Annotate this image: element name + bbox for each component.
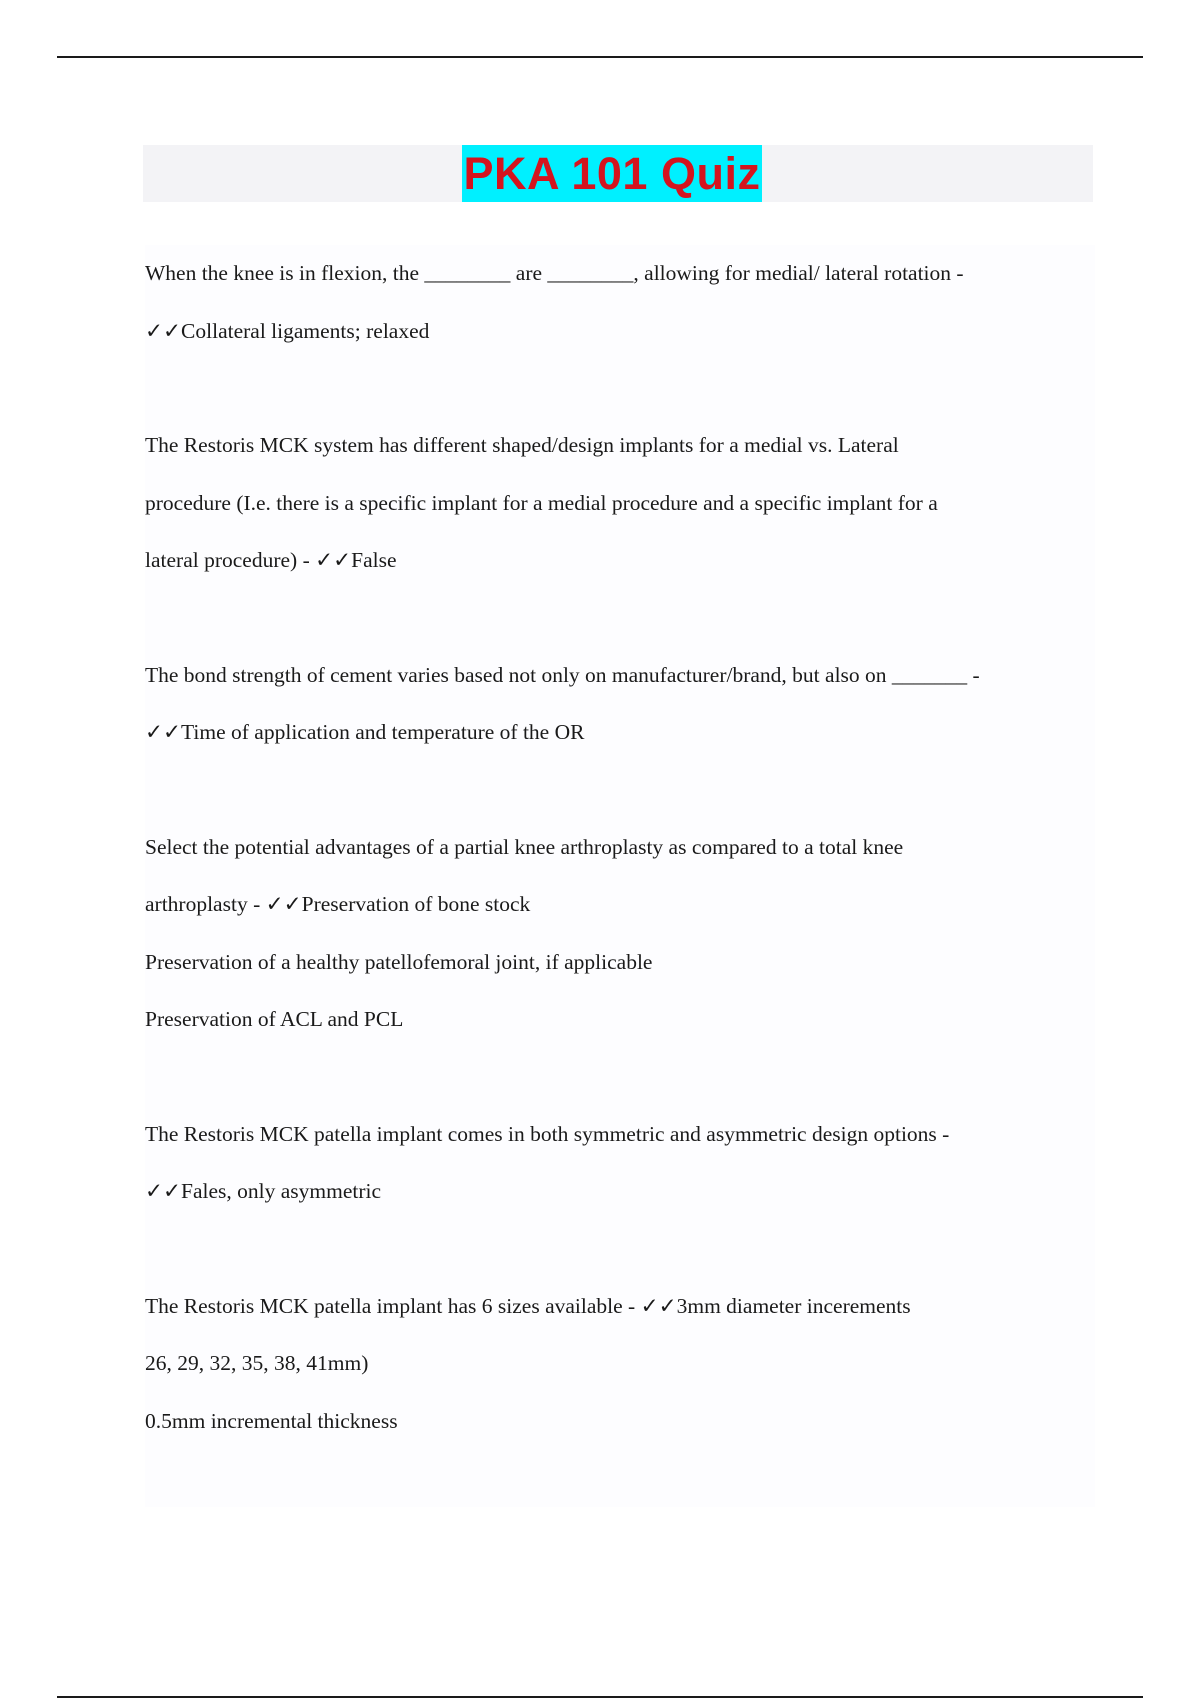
quiz-line: procedure (I.e. there is a specific implant for a medial procedure and a specific implant for a	[145, 490, 938, 515]
quiz-item	[145, 417, 1095, 590]
quiz-answer-line: Preservation of a healthy patellofemoral joint, if applicable	[145, 949, 653, 974]
quiz-item	[145, 1106, 1095, 1221]
quiz-answer-line: 26, 29, 32, 35, 38, 41mm)	[145, 1351, 369, 1375]
quiz-answer-line: ✓✓Time of application and temperature of the OR	[145, 720, 585, 744]
quiz-line: When the knee is in flexion, the ________ are ________, allowing for medial/ lateral rotation -	[145, 261, 964, 285]
quiz-answer-line: ✓✓Collateral ligaments; relaxed	[145, 318, 430, 343]
quiz-answer-line: 0.5mm incremental thickness	[145, 1408, 398, 1433]
quiz-line: The Restoris MCK patella implant has 6 sizes available - ✓✓3mm diameter incerements	[145, 1293, 911, 1318]
quiz-answer-line: ✓✓Fales, only asymmetric	[145, 1179, 382, 1203]
quiz-answer-line: lateral procedure) - ✓✓False	[145, 548, 397, 572]
quiz-content	[145, 245, 1095, 1507]
quiz-line: The bond strength of cement varies based not only on manufacturer/brand, but also on _______ -	[145, 662, 980, 687]
quiz-item	[145, 647, 1095, 762]
quiz-item	[145, 819, 1095, 1049]
quiz-line: Select the potential advantages of a partial knee arthroplasty as compared to a total knee	[145, 834, 904, 859]
top-rule	[57, 56, 1143, 58]
quiz-answer-line: Preservation of ACL and PCL	[145, 1007, 404, 1031]
quiz-line: The Restoris MCK patella implant comes in both symmetric and asymmetric design options -	[145, 1121, 950, 1146]
bottom-rule	[57, 1696, 1143, 1698]
document-title: PKA 101 Quiz	[462, 145, 763, 202]
quiz-line: The Restoris MCK system has different shaped/design implants for a medial vs. Lateral	[145, 433, 899, 457]
title-band	[143, 145, 1093, 202]
quiz-item	[145, 1278, 1095, 1451]
quiz-item	[145, 245, 1095, 360]
quiz-answer-line: arthroplasty - ✓✓Preservation of bone stock	[145, 892, 531, 916]
